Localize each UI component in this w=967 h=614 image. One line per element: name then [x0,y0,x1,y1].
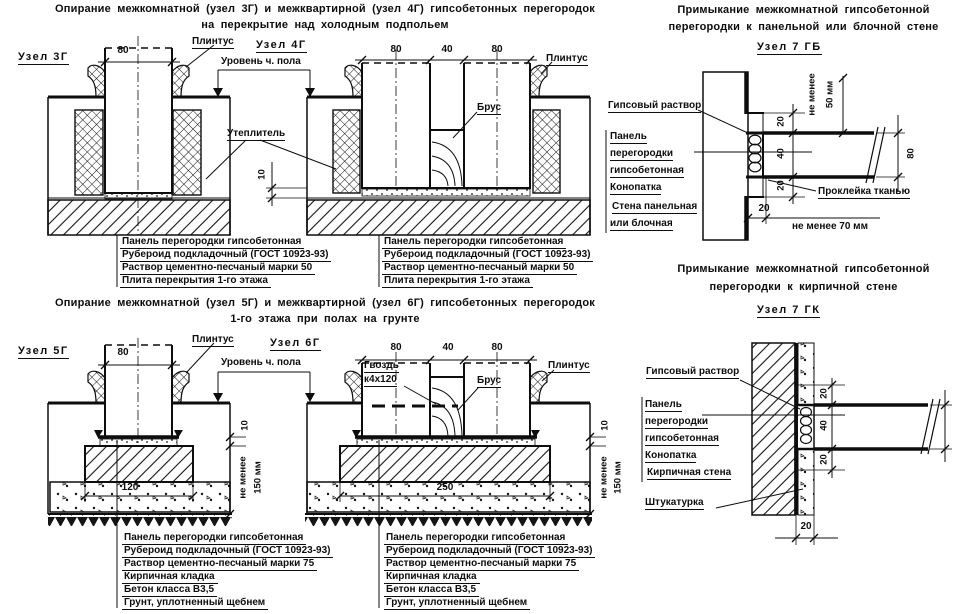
insulation-left [333,110,360,193]
caulking-label: Конопатка [610,182,662,193]
skirting-left [345,371,362,403]
dim-20-vertical: 20 [775,116,787,127]
section-title-top-right-line1: Примыкание межкомнатной гипсобетонной [677,4,930,16]
brick-footing [85,446,193,482]
caulking-coil [749,135,761,172]
insulation-leader [260,140,336,169]
gypsum-mortar-label: Гипсовый раствор [608,100,702,111]
wood-block-label: Брус [477,102,502,113]
dim-80-vertical: 80 [905,148,917,159]
mortar-bed [100,439,177,446]
dim-20-vertical: 20 [775,180,787,191]
min-50mm-label-2: 50 мм [824,80,836,109]
panel-wall [703,72,748,240]
callout-row: Панель перегородки гипсобетонная [382,236,566,249]
mortar-bed [362,189,530,196]
skirting-label: Плинтус [546,53,588,64]
skirting-left [88,65,105,97]
skirting-label: Плинтус [548,360,590,371]
cloth-glue-label: Проклейка тканью [818,186,910,197]
partition-panel [105,48,172,193]
level-arrow [305,393,315,402]
partition-panel [105,345,172,437]
dim-20-vertical: 20 [818,454,830,465]
dim-10-vertical: 10 [599,420,611,431]
insulation-leader [206,140,246,179]
callout-row: Раствор цементно-песчаный марки 50 [120,262,315,275]
min-70mm-label: не менее 70 мм [792,221,868,232]
section-title-bottom-right-line1: Примыкание межкомнатной гипсобетонной [677,263,930,275]
skirting-right [530,371,547,403]
node-5g-drawing [48,338,246,526]
panel-label-1: Панель [645,399,682,410]
panel-label-1: Панель [610,131,647,142]
dim-250: 250 [436,482,454,493]
brick-footing [340,446,550,482]
section-title-top-right-line2: перегородки к панельной или блочной стене [668,21,939,33]
wood-block-brus [430,130,464,188]
skirting-left [88,371,105,403]
brick-wall-label: Кирпичная стена [647,467,732,478]
dim-40-vertical: 40 [775,148,787,159]
dim-80: 80 [390,342,402,353]
node-3g-drawing [48,36,230,235]
dim-40: 40 [442,342,454,353]
dim-80: 80 [491,342,503,353]
callout-row: Панель перегородки гипсобетонная [384,532,568,545]
node-label-7gb: Узел 7 ГБ [757,41,822,53]
nail-label-2: к4х120 [364,374,397,385]
floor-slab-hatched [48,200,230,235]
callout-row: Грунт, уплотненный щебнем [122,597,268,610]
node-6g-drawing [305,352,606,526]
skirting-label: Плинтус [192,334,234,345]
panel-label-2: перегородки [610,148,673,159]
skirting-right [172,65,189,97]
callout-row: Раствор цементно-песчаный марки 75 [384,558,579,571]
callout-row: Кирпичная кладка [122,571,218,584]
panel-label-2: перегородки [645,416,708,427]
dim-10-vertical: 10 [256,169,268,180]
floor-slab-hatched [307,200,590,235]
ground-teeth [305,515,592,526]
min-150mm-label-2: 150 мм [252,461,264,494]
node-label-7gk: Узел 7 ГК [757,304,821,316]
callout-row: Раствор цементно-песчаный марки 50 [382,262,577,275]
callout-row: Плита перекрытия 1-го этажа [382,275,533,288]
callout-row: Бетон класса В3,5 [384,584,479,597]
level-arrow [213,393,223,402]
callout-row: Рубероид подкладочный (ГОСТ 10923-93) [122,545,333,558]
callout-row: Кирпичная кладка [384,571,480,584]
node-label-6g: Узел 6Г [270,337,321,349]
insulation-label: Утеплитель [227,128,286,139]
insulation-left [75,110,103,195]
dim-10-vertical: 10 [239,420,251,431]
callout-row: Панель перегородки гипсобетонная [120,236,304,249]
panel-label-3: гипсобетонная [610,165,684,176]
wall-label-1: Стена панельная [612,201,698,212]
min-50mm-label-1: не менее [806,73,818,116]
dim-40: 40 [441,44,453,55]
section-title-bottom-left-line2: 1-го этажа при полах на грунте [230,313,420,325]
floor-level-label: Уровень ч. пола [221,56,301,67]
callout-row: Рубероид подкладочный (ГОСТ 10923-93) [120,249,331,262]
insulation-right [173,110,201,195]
dim-80: 80 [117,347,129,358]
min-150mm-label-2: 150 мм [612,461,624,494]
dim-80: 80 [117,45,129,56]
wall-label-2: или блочная [610,218,673,229]
min-150mm-label-1: не менее [598,456,610,499]
callout-row: Раствор цементно-песчаный марки 75 [122,558,317,571]
plaster-label: Штукатурка [645,497,704,508]
insulation-right [533,110,560,193]
callout-row: Грунт, уплотненный щебнем [384,597,530,610]
dim-80: 80 [491,44,503,55]
panel-label-3: гипсобетонная [645,433,719,444]
section-title-bottom-right-line2: перегородки к кирпичной стене [709,281,898,293]
dim-40-vertical: 40 [818,420,830,431]
skirting-right [172,371,189,403]
callout-row: Бетон класса В3,5 [122,584,217,597]
skirting-left [345,65,362,97]
caulking-label: Конопатка [645,450,697,461]
wood-block-label: Брус [477,375,502,386]
callout-row: Рубероид подкладочный (ГОСТ 10923-93) [382,249,593,262]
dim-20: 20 [758,203,770,214]
mortar-bed [357,439,535,446]
callout-row: Плита перекрытия 1-го этажа [120,275,271,288]
skirting-label: Плинтус [192,36,234,47]
section-title-bottom-left-line1: Опирание межкомнатной (узел 5Г) и межквартирной (узел 6Г) гипсобетонных перегородок [55,297,595,309]
ground-teeth [48,515,232,526]
dim-80: 80 [390,44,402,55]
dim-20-vertical: 20 [818,388,830,399]
dim-20: 20 [800,521,812,532]
section-title-top-left-line1: Опирание межкомнатной (узел 3Г) и межквартирной (узел 4Г) гипсобетонных перегородок [55,3,595,15]
node-label-5g: Узел 5Г [18,345,69,357]
section-title-top-left-line2: на перекрытие над холодным подпольем [201,19,449,31]
callout-row: Панель перегородки гипсобетонная [122,532,306,545]
node-label-3g: Узел 3Г [18,51,69,63]
floor-level-label: Уровень ч. пола [221,357,301,368]
node-label-4g: Узел 4Г [256,39,307,51]
nail-label-1: Гвоздь [364,360,399,371]
gypsum-mortar-label: Гипсовый раствор [646,366,740,377]
min-150mm-label-1: не менее [237,456,249,499]
brick-wall [752,343,795,515]
dim-120: 120 [121,482,139,493]
callout-row: Рубероид подкладочный (ГОСТ 10923-93) [384,545,595,558]
node-4g-drawing [307,50,590,235]
